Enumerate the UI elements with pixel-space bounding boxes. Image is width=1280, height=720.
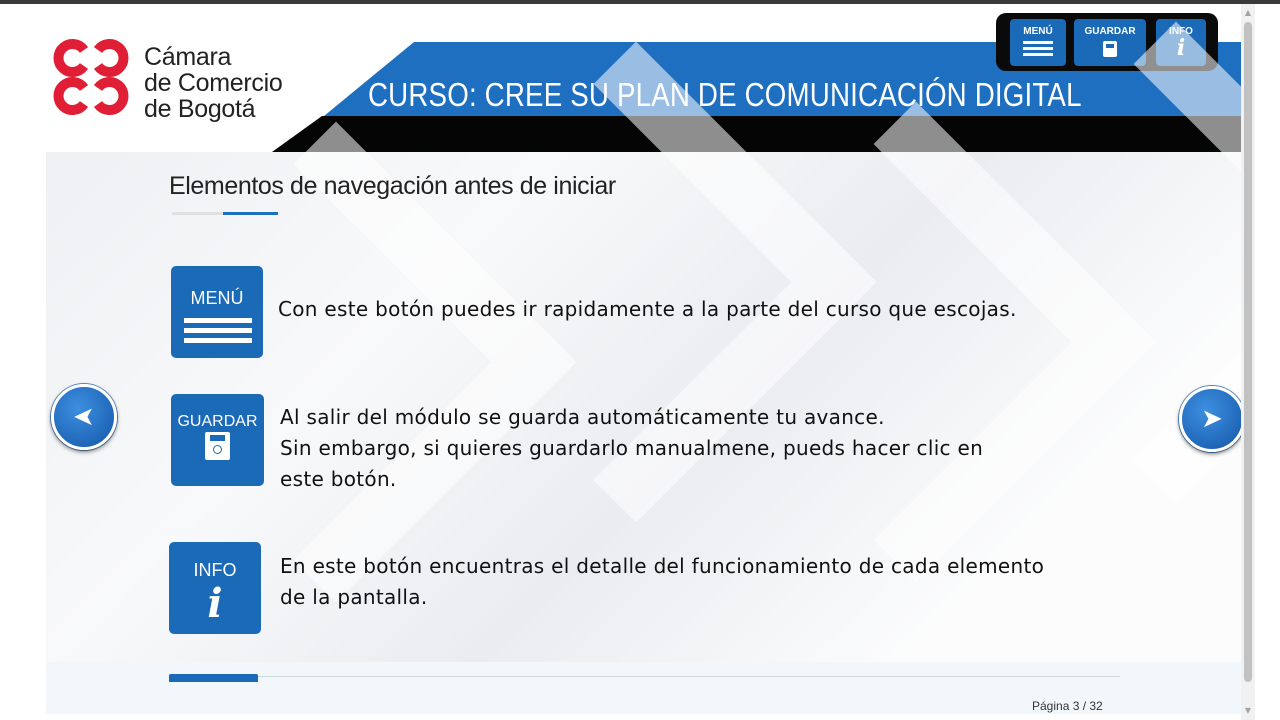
org-logo [46, 36, 316, 126]
slide-heading: Elementos de navegación antes de iniciar [169, 172, 616, 200]
menu-lines-icon [184, 318, 252, 348]
org-name-line: de Bogotá [144, 95, 256, 123]
save-button-example [171, 394, 264, 486]
progress-track [169, 676, 1120, 677]
save-example-label: GUARDAR [177, 413, 258, 430]
info-i-icon: i [1176, 35, 1186, 61]
org-name-line: Cámara [144, 43, 232, 71]
heading-underline [172, 212, 278, 215]
description-line: Sin embargo, si quieres guardarlo manualmene, pueds hacer clic en [280, 436, 984, 460]
org-name [144, 44, 282, 122]
description-line: este botón. [280, 467, 397, 491]
menu-button-example [171, 266, 263, 358]
arrow-right-icon: ➤ [1201, 404, 1223, 434]
description-line: Al salir del módulo se guarda automáticamente tu avance. [280, 405, 885, 429]
org-name-line: de Comercio [144, 69, 283, 97]
menu-button[interactable] [1010, 19, 1066, 66]
course-stage [46, 4, 1241, 714]
previous-page-button[interactable] [51, 384, 117, 450]
menu-button-label: MENÚ [1023, 26, 1053, 37]
info-button-example [169, 542, 261, 634]
save-button[interactable] [1074, 19, 1146, 66]
info-button-label: INFO [1169, 26, 1193, 37]
save-description [280, 402, 983, 495]
next-page-button[interactable] [1179, 386, 1241, 452]
course-title: CURSO: CREE SU PLAN DE COMUNICACIÓN DIGITAL [368, 76, 1082, 113]
logo-rings-icon [46, 36, 136, 126]
info-example-label: INFO [193, 560, 237, 580]
arrow-left-icon: ➤ [73, 402, 95, 432]
menu-example-label: MENÚ [190, 288, 244, 308]
description-line: Con este botón puedes ir rapidamente a la parte del curso que escojas. [278, 297, 1017, 321]
info-i-icon: i [207, 580, 223, 627]
scroll-down-icon[interactable]: ▼ [1244, 706, 1252, 715]
menu-description [278, 294, 1017, 325]
progress-bar-fill [169, 674, 258, 682]
save-button-label: GUARDAR [1084, 26, 1136, 37]
menu-lines-icon [1023, 41, 1053, 59]
save-disk-icon [1103, 41, 1117, 57]
scrollbar-thumb[interactable] [1244, 22, 1252, 682]
save-disk-icon [205, 432, 230, 460]
page-indicator: Página 3 / 32 [1032, 699, 1103, 713]
info-description [280, 551, 1044, 613]
description-line: de la pantalla. [280, 585, 428, 609]
scroll-up-icon[interactable]: ▲ [1244, 8, 1252, 17]
description-line: En este botón encuentras el detalle del funcionamiento de cada elemento [280, 554, 1045, 578]
vertical-scrollbar[interactable] [1241, 4, 1255, 720]
